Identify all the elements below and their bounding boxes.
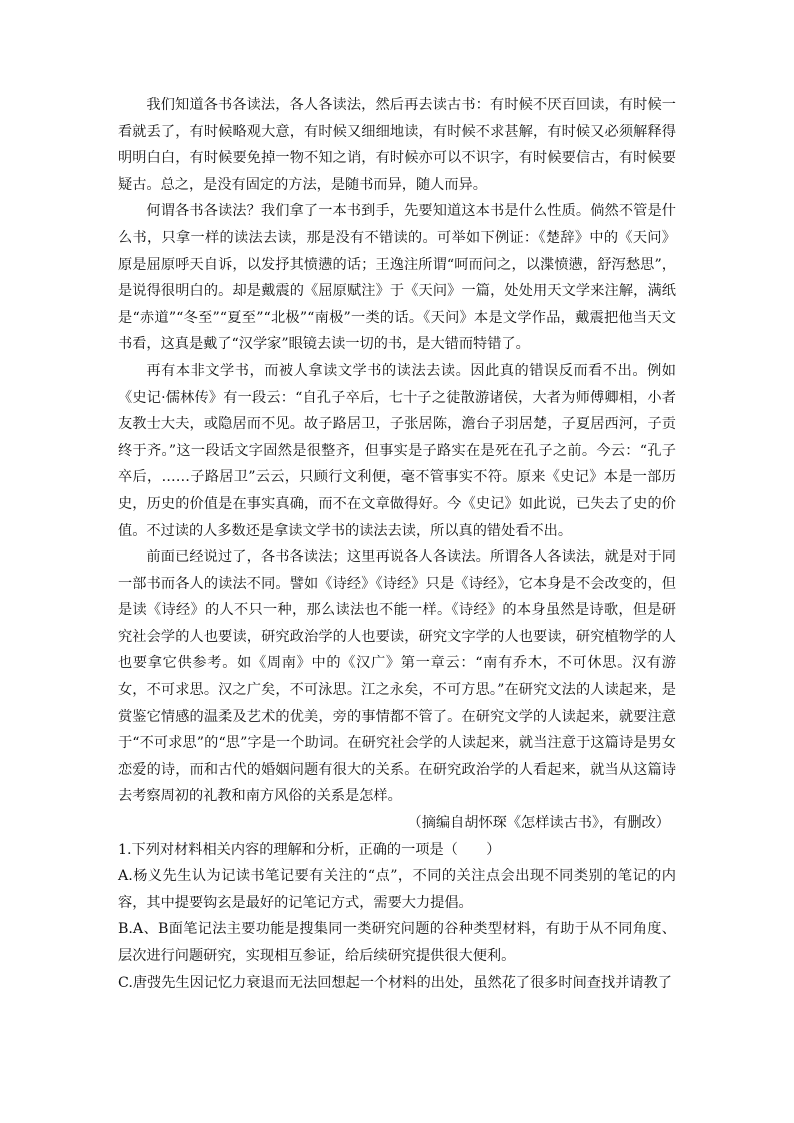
- article-paragraph-1: 我们知道各书各读法，各人各读法，然后再去读古书：有时候不厌百回读，有时候一看就丢了，有时候略观大意，有时候又细细地读，有时候不求甚解，有时候又必须解释得明明白白，有时候要免掉一物不知之诮，有时候亦可以不识字，有时候要信古，有时候要疑古。总之，是没有固定的方法，是随书而异，随人而异。: [118, 97, 676, 193]
- question-option-b: B.A、B面笔记法主要功能是搜集同一类研究问题的谷种类型材料，有助于从不同角度、层次进行问题研究，实现相互参证，给后续研究提供很大便利。: [118, 921, 676, 964]
- article-paragraph-4: 前面已经说过了，各书各读法；这里再说各人各读法。所谓各人各读法，就是对于同一部书而各人的读法不同。譬如《诗经》《诗经》只是《诗经》，它本身是不会改变的，但是读《诗经》的人不只一种，那么读法也不能一样。《诗经》的本身虽然是诗歌，但是研究社会学的人也要读，研究政治学的人也要读，研究文字学的人也要读，研究植物学的人也要拿它供参考。如《周南》中的《汉广》第一章云：“南有乔木，不可休思。汉有游女，不可求思。汉之广矣，不可泳思。江之永矣，不可方思。”在研究文法的人读起来，是赏鉴它情感的温柔及艺术的优美，旁的事情都不管了。在研究文学的人读起来，就要注意于“不可求思”的“思”字是一个助词。在研究社会学的人读起来，就当注意于这篇诗是男女恋爱的诗，而和古代的婚姻问题有很大的关系。在研究政治学的人看起来，就当从这篇诗去考察周初的礼教和南方风俗的关系是怎样。: [118, 549, 676, 805]
- question-stem: 1.下列对材料相关内容的理解和分析，正确的一项是（ ）: [118, 841, 501, 858]
- article-source: （摘编自胡怀琛《怎样读古书》，有删改）: [407, 815, 670, 832]
- question-option-a: A.杨义先生认为记读书笔记要有关注的“点”，不同的关注点会出现不同类别的笔记的内容，其中提要钩玄是最好的记笔记方式，需要大力提倡。: [118, 868, 676, 911]
- article-paragraph-3: 再有本非文学书，而被人拿读文学书的读法去读。因此真的错误反而看不出。例如《史记·儒林传》有一段云：“自孔子卒后，七十子之徒散游诸侯，大者为师傅卿相，小者友教士大夫，或隐居而不见。故子路居卫，子张居陈，澹台子羽居楚，子夏居西河，子贡终于齐。”这一段话文字固然是很整齐，但事实是子路实在是死在孔子之前。今云：“孔子卒后，……子路居卫”云云，只顾行文利便，毫不管事实不符。原来《史记》本是一部历史，历史的价值是在事实真确，而不在文章做得好。今《史记》如此说，已失去了史的价值。不过读的人多数还是拿读文学书的读法去读，所以真的错处看不出。: [118, 362, 676, 539]
- article-paragraph-2: 何谓各书各读法？我们拿了一本书到手，先要知道这本书是什么性质。倘然不管是什么书，只拿一样的读法去读，那是没有不错读的。可举如下例证：《楚辞》中的《天问》原是屈原呼天自诉，以发抒其愤懑的话；王逸注所谓“呵而问之，以渫愤懑，舒泻愁思”，是说得很明白的。却是戴震的《屈原赋注》于《天问》一篇，处处用天文学来注解，满纸是“赤道”“冬至”“夏至”“北极”“南极”一类的话。《天问》本是文学作品，戴震把他当天文书看，这真是戴了“汉学家”眼镜去读一切的书，是大错而特错了。: [118, 203, 676, 353]
- question-option-c: C.唐弢先生因记忆力衰退而无法回想起一个材料的出处，虽然花了很多时间查找并请教了: [118, 974, 672, 991]
